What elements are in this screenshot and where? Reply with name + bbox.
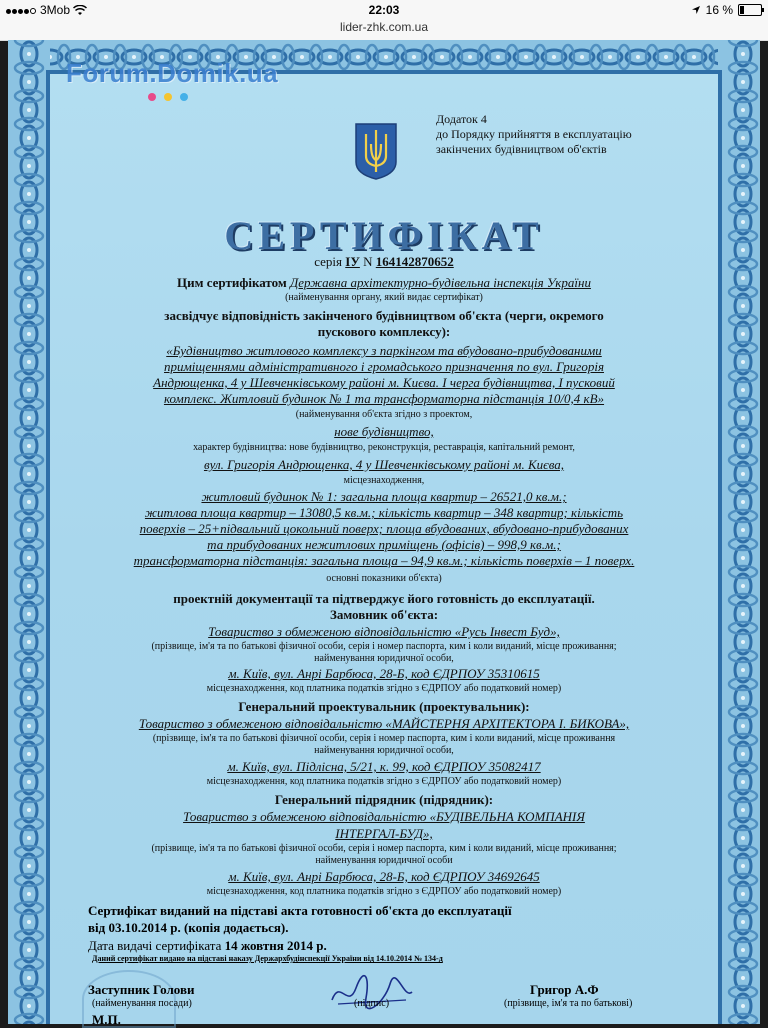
series-value: IУ bbox=[345, 254, 360, 269]
certificate-number: 164142870652 bbox=[375, 254, 454, 269]
status-right bbox=[691, 3, 762, 17]
indicators-caption: основні показники об'єкта) bbox=[326, 573, 442, 584]
issuer-line bbox=[8, 275, 760, 291]
position-caption: (найменування посади) bbox=[92, 998, 192, 1009]
issuer-prefix: Цим сертифікатом bbox=[177, 275, 287, 290]
signatory-position: Заступник Голови bbox=[88, 982, 195, 997]
issuer-caption: (найменування органу, який видає сертифікат) bbox=[285, 292, 483, 303]
customer-heading: Замовник об'єкта: bbox=[329, 607, 439, 622]
contractor-caption: (прізвище, ім'я та по батькові фізичної особи, серія і номер паспорта, ким і коли виданий, місце проживання; bbox=[151, 843, 617, 854]
indicator-line: трансформаторна підстанція: загальна площа – 94,9 кв.м.; кількість поверхів – 1 поверх. bbox=[133, 553, 635, 568]
customer-caption: (прізвище, ім'я та по батькові фізичної особи, серія і номер паспорта, ким і коли виданий, місце проживання; bbox=[151, 641, 617, 652]
designer-caption: (прізвище, ім'я та по батькові фізичної особи, серія і номер паспорта, ким і коли виданий, місце проживання bbox=[152, 733, 616, 744]
number-label: N bbox=[363, 254, 373, 269]
object-name-line: комплекс. Житловий будинок № 1 та трансформаторна підстанція 10/0,4 кВ» bbox=[163, 391, 605, 406]
designer-name: Товариство з обмеженою відповідальністю «МАЙСТЕРНЯ АРХІТЕКТОРА І. БИКОВА», bbox=[138, 716, 630, 731]
carrier-name: 3Mob bbox=[40, 3, 71, 17]
customer-address-caption: місцезнаходження, код платника податків згідно з ЄДРПОУ або податковий номер) bbox=[206, 683, 562, 694]
coat-of-arms-icon bbox=[354, 122, 398, 180]
location-caption: місцезнаходження, bbox=[343, 475, 425, 486]
designer-address: м. Київ, вул. Підлісна, 5/21, к. 99, код ЄДРПОУ 35082417 bbox=[227, 759, 541, 774]
addendum-line: закінчених будівництвом об'єктів bbox=[436, 142, 607, 156]
object-name-line: Андрющенка, 4 у Шевченківському районі м. Києва. І черга будівництва, І пусковий bbox=[153, 375, 615, 390]
contractor-caption: найменування юридичної особи bbox=[315, 855, 453, 866]
customer-address: м. Київ, вул. Анрі Барбюса, 28-Б, код ЄДРПОУ 35310615 bbox=[228, 666, 540, 681]
status-bar bbox=[0, 0, 768, 20]
contractor-address-caption: місцезнаходження, код платника податків згідно з ЄДРПОУ або податковий номер) bbox=[206, 886, 562, 897]
object-name-block bbox=[8, 343, 760, 407]
construction-caption: характер будівництва: нове будівництво, реконструкція, реставрація, капітальний ремонт, bbox=[193, 442, 575, 453]
indicators-block bbox=[8, 489, 760, 569]
series-line bbox=[8, 254, 760, 270]
contractor-heading: Генеральний підрядник (підрядник): bbox=[274, 792, 494, 807]
location-value: вул. Григорія Андрющенка, 4 у Шевченківському районі м. Києва, bbox=[203, 457, 565, 472]
issue-date-label: Дата видачі сертифіката bbox=[88, 938, 222, 953]
certificate-document bbox=[8, 40, 760, 1027]
basis-line: Сертифікат виданий на підставі акта готовності об'єкта до експлуатації bbox=[88, 903, 512, 918]
certificate-title: СЕРТИФІКАТ bbox=[224, 213, 544, 258]
addendum-line: Додаток 4 bbox=[436, 112, 487, 126]
customer-caption: найменування юридичної особи, bbox=[314, 653, 454, 664]
clock: 22:03 bbox=[368, 3, 400, 17]
customer-name: Товариство з обмеженою відповідальністю «Русь Інвест Буд», bbox=[208, 624, 560, 639]
construction-type: нове будівництво, bbox=[334, 424, 434, 439]
indicator-line: та прибудованих нежитлових приміщень (офісів) – 998,9 кв.м.; bbox=[207, 537, 561, 552]
designer-heading: Генеральний проектувальник (проектувальник): bbox=[238, 699, 530, 714]
url-text: lider-zhk.com.ua bbox=[339, 20, 429, 34]
contractor-address: м. Київ, вул. Анрі Барбюса, 28-Б, код ЄДРПОУ 34692645 bbox=[228, 869, 540, 884]
indicator-line: житловий будинок № 1: загальна площа квартир – 26521,0 кв.м.; bbox=[201, 489, 567, 504]
object-name-line: приміщеннями адміністративного і громадського призначення по вул. Григорія bbox=[164, 359, 604, 374]
certifies-line: пускового комплексу): bbox=[317, 324, 451, 339]
issue-date-value: 14 жовтня 2014 р. bbox=[224, 938, 327, 953]
addendum-line: до Порядку прийняття в експлуатацію bbox=[436, 127, 632, 141]
indicator-line: поверхів – 25+підвальний цокольний поверх; площа вбудованих, вбудовано-прибудованих bbox=[139, 521, 629, 536]
object-name-line: «Будівництво житлового комплексу з паркінгом та вбудовано-прибудованими bbox=[166, 343, 602, 358]
basis-line: від 03.10.2014 р. (копія додається). bbox=[88, 920, 289, 935]
watermark: Forum.Domik.ua bbox=[66, 58, 279, 88]
contractor-name: ІНТЕРГАЛ-БУД», bbox=[335, 826, 433, 841]
watermark-dots bbox=[148, 88, 196, 106]
conformity-statement: проектній документації та підтверджує його готовність до експлуатації. bbox=[173, 591, 595, 606]
footnote: Даний сертифікат видано на підставі наказу Держархбудінспекції України від 14.10.2014 № 134-д bbox=[92, 954, 443, 963]
contractor-name: Товариство з обмеженою відповідальністю «БУДІВЕЛЬНА КОМПАНІЯ bbox=[183, 809, 585, 824]
seal-initials: М.П. bbox=[92, 1012, 121, 1027]
signer-name: Григор А.Ф bbox=[530, 982, 599, 997]
issuer-value: Державна архітектурно-будівельна інспекція України bbox=[290, 275, 591, 290]
indicator-line: житлова площа квартир – 13080,5 кв.м.; кількість квартир – 348 квартир; кількість bbox=[144, 505, 624, 520]
battery-percent: 16 % bbox=[705, 3, 733, 17]
designer-caption: найменування юридичної особи, bbox=[314, 745, 454, 756]
certifies-line: засвідчує відповідність закінченого будівництвом об'єкта (черги, окремого bbox=[164, 308, 604, 323]
signer-caption: (прізвище, ім'я та по батькові) bbox=[504, 998, 633, 1009]
location-arrow-icon bbox=[691, 5, 701, 15]
object-caption: (найменування об'єкта згідно з проектом, bbox=[295, 409, 473, 420]
battery-icon bbox=[738, 4, 762, 16]
series-label: серія bbox=[314, 254, 343, 269]
addendum-note bbox=[436, 112, 632, 157]
designer-address-caption: місцезнаходження, код платника податків згідно з ЄДРПОУ або податковий номер) bbox=[206, 776, 562, 787]
signature-caption: (підпис) bbox=[354, 998, 390, 1009]
url-bar[interactable] bbox=[0, 20, 768, 41]
issue-date-line bbox=[88, 938, 327, 954]
